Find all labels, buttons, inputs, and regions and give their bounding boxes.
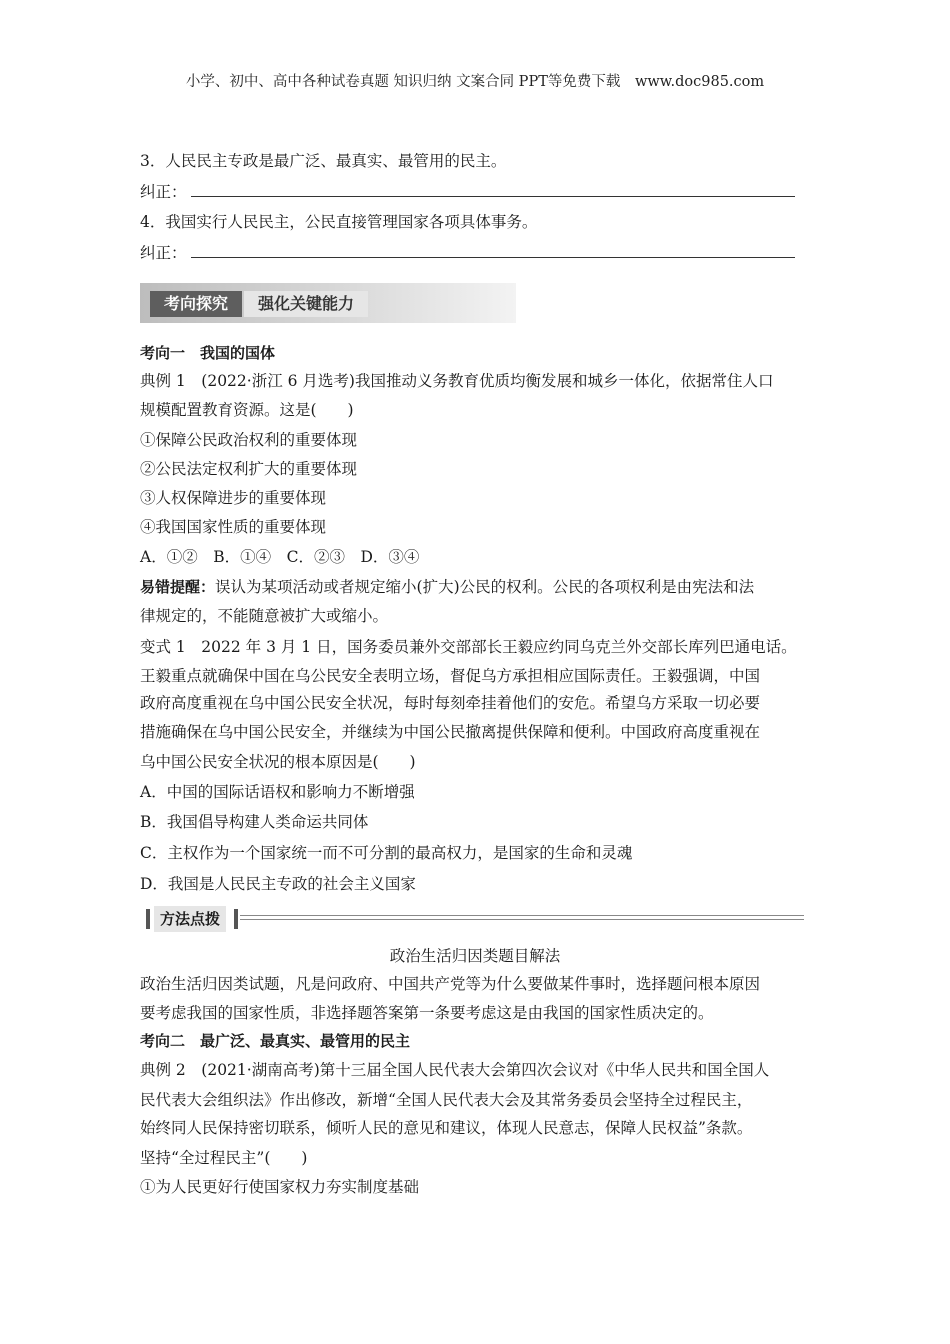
correction-label: 纠正： [140,244,187,262]
correction-row-3 [140,181,795,203]
method-bar-right [234,909,238,929]
method-title: 政治生活归因类题目解法 [389,947,561,965]
example1-option-4: ④我国国家性质的重要体现 [140,518,327,536]
variant1-option-b: B．我国倡导构建人类命运共同体 [140,813,369,831]
example1-option-2: ②公民法定权利扩大的重要体现 [140,460,358,478]
method-rule [240,915,804,920]
tip-text: 误认为某项活动或者规定缩小(扩大)公民的权利。公民的各项权利是由宪法和法 [215,578,755,596]
method-line2: 要考虑我国的国家性质，非选择题答案第一条要考虑这是由我国的国家性质决定的。 [140,1004,714,1022]
method-header [140,906,804,932]
section-banner [140,283,516,323]
method-line1: 政治生活归因类试题，凡是问政府、中国共产党等为什么要做某件事时，选择题问根本原因 [140,975,761,993]
example1-option-3: ③人权保障进步的重要体现 [140,489,327,507]
method-label: 方法点拨 [154,906,226,932]
variant1-option-a: A．中国的国际话语权和影响力不断增强 [140,783,415,801]
variant1-line5: 乌中国公民安全状况的根本原因是( ) [140,753,416,771]
example2-line3: 始终同人民保持密切联系，倾听人民的意见和建议，体现人民意志，保障人民权益”条款。 [140,1119,753,1137]
example2-line1: 典例 2 (2021·湖南高考)第十三届全国人民代表大会第四次会议对《中华人民共和国全国人 [140,1061,770,1079]
tip-line2: 律规定的，不能随意被扩大或缩小。 [140,607,389,625]
header-text: 小学、初中、高中各种试卷真题 知识归纳 文案合同 PPT等免费下载 [185,74,621,90]
correction-row-4 [140,242,795,264]
header-url: www.doc985.com [634,74,765,90]
variant1-line3: 政府高度重视在乌中国公民安全状况，每时每刻牵挂着他们的安危。希望乌方采取一切必要 [140,694,761,712]
example1-line2: 规模配置教育资源。这是( ) [140,401,354,419]
variant1-option-c: C．主权作为一个国家统一而不可分割的最高权力，是国家的生命和灵魂 [140,844,633,862]
example2-line4: 坚持“全过程民主”( ) [140,1149,308,1167]
correction-statement-4: 4．我国实行人民民主，公民直接管理国家各项具体事务。 [140,213,538,231]
method-bar-left [146,909,150,929]
example1-choices: A．①② B．①④ C．②③ D．③④ [140,548,420,566]
example2-option-1: ①为人民更好行使国家权力夯实制度基础 [140,1178,420,1196]
example1-line1: 典例 1 (2022·浙江 6 月选考)我国推动义务教育优质均衡发展和城乡一体化，依据常住人口 [140,372,774,390]
section-title-1: 考向一 我国的国体 [140,344,276,362]
variant1-line4: 措施确保在乌中国公民安全，并继续为中国公民撤离提供保障和便利。中国政府高度重视在 [140,723,761,741]
example1-option-1: ①保障公民政治权利的重要体现 [140,431,358,449]
banner-dark-label: 考向探究 [150,291,242,317]
tip-label: 易错提醒： [140,578,216,596]
variant1-line2: 王毅重点就确保中国在乌公民安全表明立场，督促乌方承担相应国际责任。王毅强调，中国 [140,667,761,685]
correction-statement-3: 3．人民民主专政是最广泛、最真实、最管用的民主。 [140,152,507,170]
variant1-option-d: D．我国是人民民主专政的社会主义国家 [140,875,416,893]
example2-line2: 民代表大会组织法》作出修改，新增“全国人民代表大会及其常务委员会坚持全过程民主， [140,1091,753,1109]
page-header [0,70,950,91]
correction-blank[interactable] [191,182,795,197]
tip-line1 [140,576,754,598]
section-title-2: 考向二 最广泛、最真实、最管用的民主 [140,1032,411,1050]
correction-blank[interactable] [191,243,795,258]
banner-light-label: 强化关键能力 [244,291,368,317]
variant1-line1: 变式 1 2022 年 3 月 1 日，国务委员兼外交部部长王毅应约同乌克兰外交部长库列巴通电话。 [140,638,797,656]
correction-label: 纠正： [140,183,187,201]
